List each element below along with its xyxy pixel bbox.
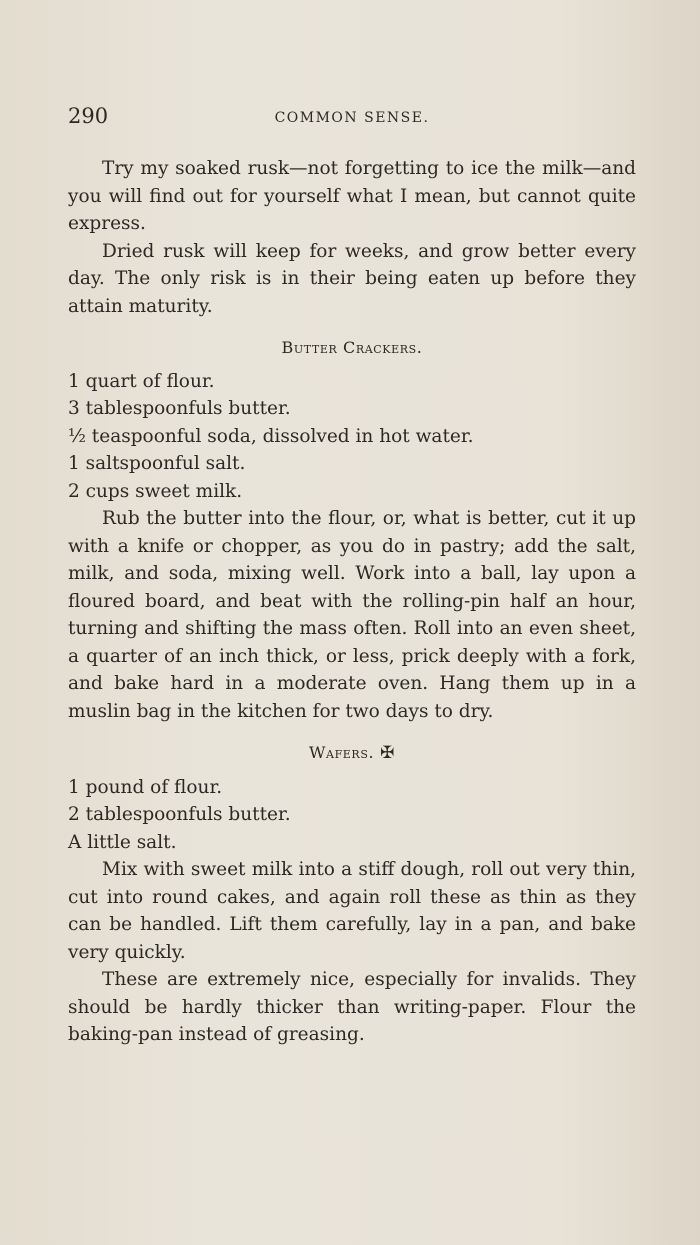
ingredient-item: ½ teaspoonful soda, dissolved in hot water. bbox=[68, 425, 474, 447]
wafers-heading bbox=[68, 739, 636, 768]
page-body bbox=[68, 155, 636, 1049]
page-number: 290 bbox=[68, 104, 109, 128]
butter-crackers-instructions: Rub the butter into the flour, or, what is better, cut it up with a knife or chopper, as you do in pastry; add the salt, milk, and soda, mixing well. Work into a ball, lay upon a floured board, and beat with the rolling-pin half an hour, turning and shifting the mass often. Roll into an even sheet, a quarter of an inch thick, or less, prick deeply with a fork, and bake hard in a moderate oven. Hang them up in a muslin bag in the kitchen for two days to dry. bbox=[68, 508, 636, 722]
ingredient-item: 1 quart of flour. bbox=[68, 370, 215, 392]
intro-paragraph-2: Dried rusk will keep for weeks, and grow better every day. The only risk is in their being eaten up before they attain maturity. bbox=[68, 240, 636, 317]
wafers-title: Wafers. bbox=[308, 743, 375, 762]
running-title: COMMON SENSE. bbox=[274, 110, 430, 126]
wafers-ingredients bbox=[68, 774, 636, 857]
ingredient-item: 2 tablespoonfuls butter. bbox=[68, 804, 291, 825]
ingredient-item: 2 cups sweet milk. bbox=[68, 480, 243, 502]
ingredient-item: 3 tablespoonfuls butter. bbox=[68, 398, 291, 419]
ingredient-item: 1 pound of flour. bbox=[68, 776, 223, 798]
wafers-instructions-2: These are extremely nice, especially for invalids. They should be hardly thicker than writing-paper. Flour the baking-pan instead of greasing. bbox=[68, 969, 636, 1045]
butter-crackers-title: Butter Crackers. bbox=[281, 338, 423, 357]
ingredient-item: 1 saltspoonful salt. bbox=[68, 453, 246, 474]
ingredient-item: A little salt. bbox=[68, 831, 177, 853]
page-header bbox=[68, 104, 636, 134]
butter-crackers-ingredients bbox=[68, 368, 636, 506]
intro-paragraph-1: Try my soaked rusk—not forgetting to ice the milk—and you will find out for yourself what I mean, but cannot quite express. bbox=[68, 158, 636, 234]
cross-mark-icon: ✠ bbox=[380, 743, 395, 763]
wafers-instructions-1: Mix with sweet milk into a stiff dough, roll out very thin, cut into round cakes, and again roll these as thin as they can be handled. Lift them carefully, lay in a pan, and bake very quickly. bbox=[68, 859, 636, 963]
